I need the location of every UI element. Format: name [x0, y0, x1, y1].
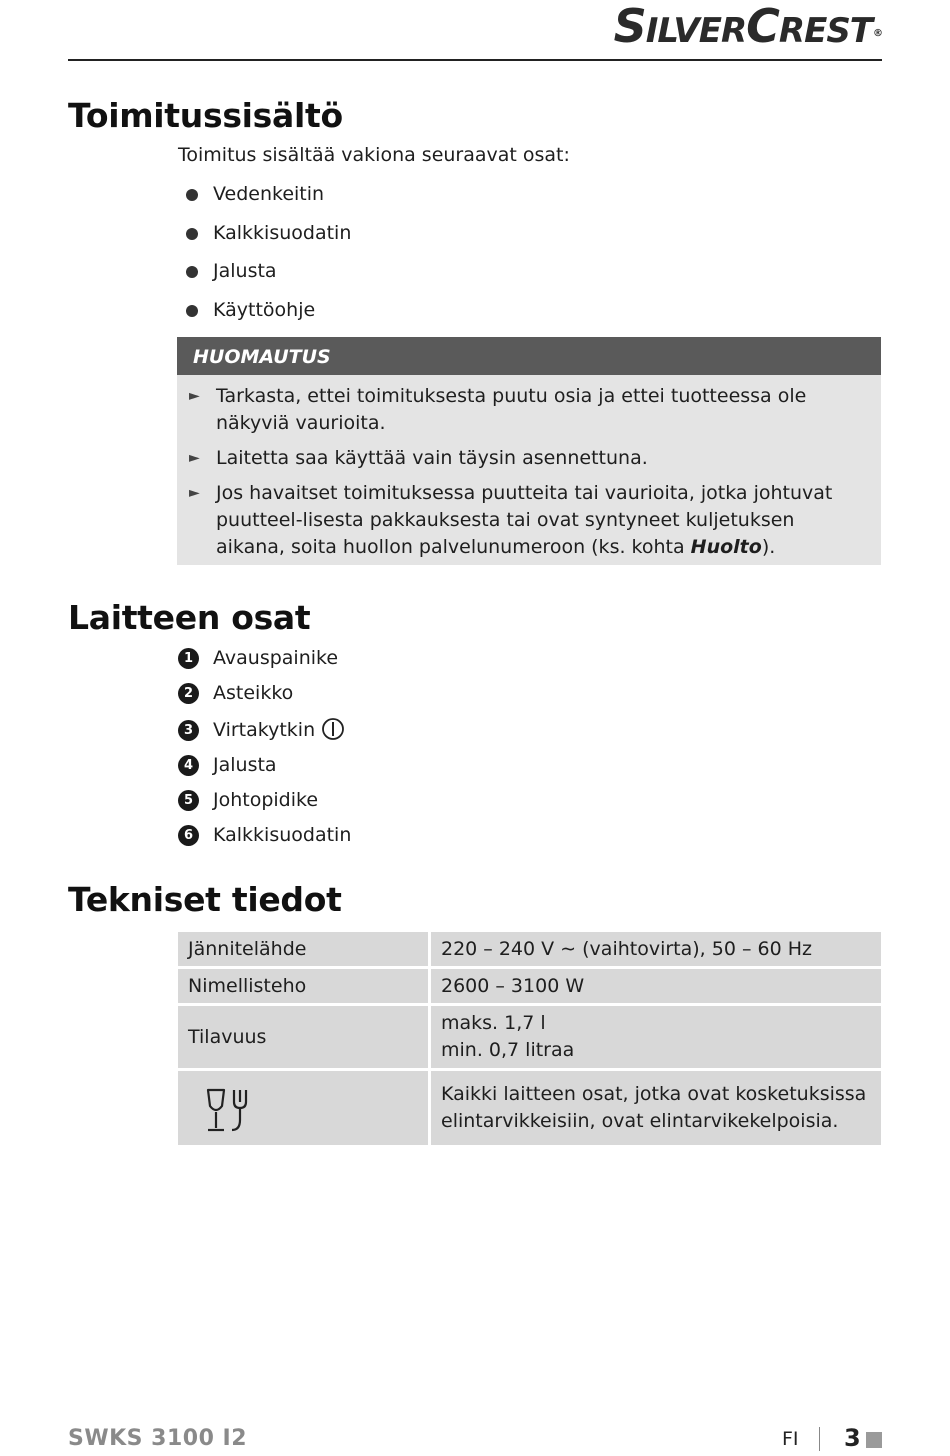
- registered-mark: ®: [873, 28, 882, 39]
- food-safe-icon: [202, 1084, 254, 1136]
- brand-text: ILVER: [645, 11, 747, 51]
- list-item: [178, 296, 351, 335]
- footer-divider: [819, 1427, 820, 1451]
- spec-value-line: elintarvikkeisiin, ovat elintarvikekelpoisia.: [441, 1110, 839, 1132]
- list-item-label: Jalusta: [213, 260, 277, 282]
- part-label: Asteikko: [213, 682, 294, 704]
- part-item: [178, 644, 351, 679]
- number-badge-icon: 1: [178, 648, 199, 669]
- brand-letter: C: [746, 0, 779, 53]
- note-item-text: Tarkasta, ettei toimituksesta puutu osia ja ettei tuotteessa ole näkyviä vaurioita.: [216, 385, 807, 434]
- spec-label: Jännitelähde: [178, 932, 431, 969]
- part-item: [178, 716, 351, 751]
- brand-text: REST: [778, 11, 872, 51]
- spec-label: Tilavuus: [178, 1006, 431, 1071]
- part-label: Virtakytkin: [213, 719, 316, 741]
- part-item: [178, 786, 351, 821]
- note-item-text-main: Jos havaitset toimituksessa puutteita tai vaurioita, jotka johtuvat puutteel-lisesta pakkauksesta tai ovat syntyneet kuljetuksen aikana, soita huollon palvelunumeroon (ks. kohta: [216, 482, 833, 558]
- note-item-text: Laitetta saa käyttää vain täysin asennettuna.: [216, 447, 648, 469]
- scope-list: [178, 180, 351, 334]
- footer-language: FI: [782, 1428, 799, 1450]
- spec-value-line: Kaikki laitteen osat, jotka ovat kosketuksissa: [441, 1083, 867, 1105]
- footer-model: SWKS 3100 I2: [68, 1426, 248, 1451]
- bullet-icon: [186, 305, 198, 317]
- spec-value: 2600 – 3100 W: [431, 969, 881, 1006]
- brand-logo: [613, 0, 882, 56]
- part-label: Jalusta: [213, 754, 277, 776]
- part-label: Kalkkisuodatin: [213, 824, 352, 846]
- part-label: Johtopidike: [213, 789, 319, 811]
- note-item-text-end: ).: [761, 536, 776, 558]
- spec-value-line: maks. 1,7 l: [441, 1012, 546, 1034]
- number-badge-icon: 3: [178, 720, 199, 741]
- part-item: [178, 679, 351, 716]
- part-label: Avauspainike: [213, 647, 339, 669]
- number-badge-icon: 5: [178, 790, 199, 811]
- arrow-right-icon: ►: [189, 450, 200, 466]
- list-item: [178, 257, 351, 296]
- spec-value-line: min. 0,7 litraa: [441, 1039, 575, 1061]
- note-title: HUOMAUTUS: [177, 337, 881, 375]
- bullet-icon: [186, 189, 198, 201]
- note-item-bold: Huolto: [690, 536, 762, 558]
- table-row: [178, 932, 881, 969]
- list-item: [178, 180, 351, 219]
- spec-label: Nimellisteho: [178, 969, 431, 1006]
- power-switch-icon: [321, 717, 345, 741]
- list-item-label: Kalkkisuodatin: [213, 221, 352, 244]
- note-box: [177, 337, 881, 565]
- specs-table: [178, 932, 881, 1145]
- scope-intro: Toimitus sisältää vakiona seuraavat osat:: [178, 144, 570, 166]
- number-badge-icon: 4: [178, 755, 199, 776]
- list-item: [178, 219, 351, 258]
- spec-value: [431, 1006, 881, 1071]
- number-badge-icon: 6: [178, 825, 199, 846]
- note-item-text: [216, 480, 846, 561]
- part-item: [178, 821, 351, 856]
- arrow-right-icon: ►: [189, 388, 200, 404]
- list-item-label: Käyttöohje: [213, 298, 316, 321]
- bullet-icon: [186, 228, 198, 240]
- parts-heading: Laitteen osat: [68, 598, 311, 637]
- spec-value: [431, 1071, 881, 1145]
- parts-list: [178, 644, 351, 856]
- specs-heading: Tekniset tiedot: [68, 880, 342, 919]
- spec-label: [178, 1071, 431, 1145]
- scope-heading: Toimitussisältö: [68, 96, 343, 135]
- part-item: [178, 751, 351, 786]
- arrow-right-icon: ►: [189, 485, 200, 501]
- table-row: [178, 1071, 881, 1145]
- header-divider: [68, 59, 882, 61]
- table-row: [178, 1006, 881, 1071]
- spec-value: 220 – 240 V ∼ (vaihtovirta), 50 – 60 Hz: [431, 932, 881, 969]
- page-number: 3: [844, 1424, 861, 1452]
- list-item-label: Vedenkeitin: [213, 183, 325, 205]
- number-badge-icon: 2: [178, 683, 199, 704]
- square-icon: [866, 1432, 882, 1448]
- table-row: [178, 969, 881, 1006]
- brand-letter: S: [613, 0, 646, 53]
- bullet-icon: [186, 266, 198, 278]
